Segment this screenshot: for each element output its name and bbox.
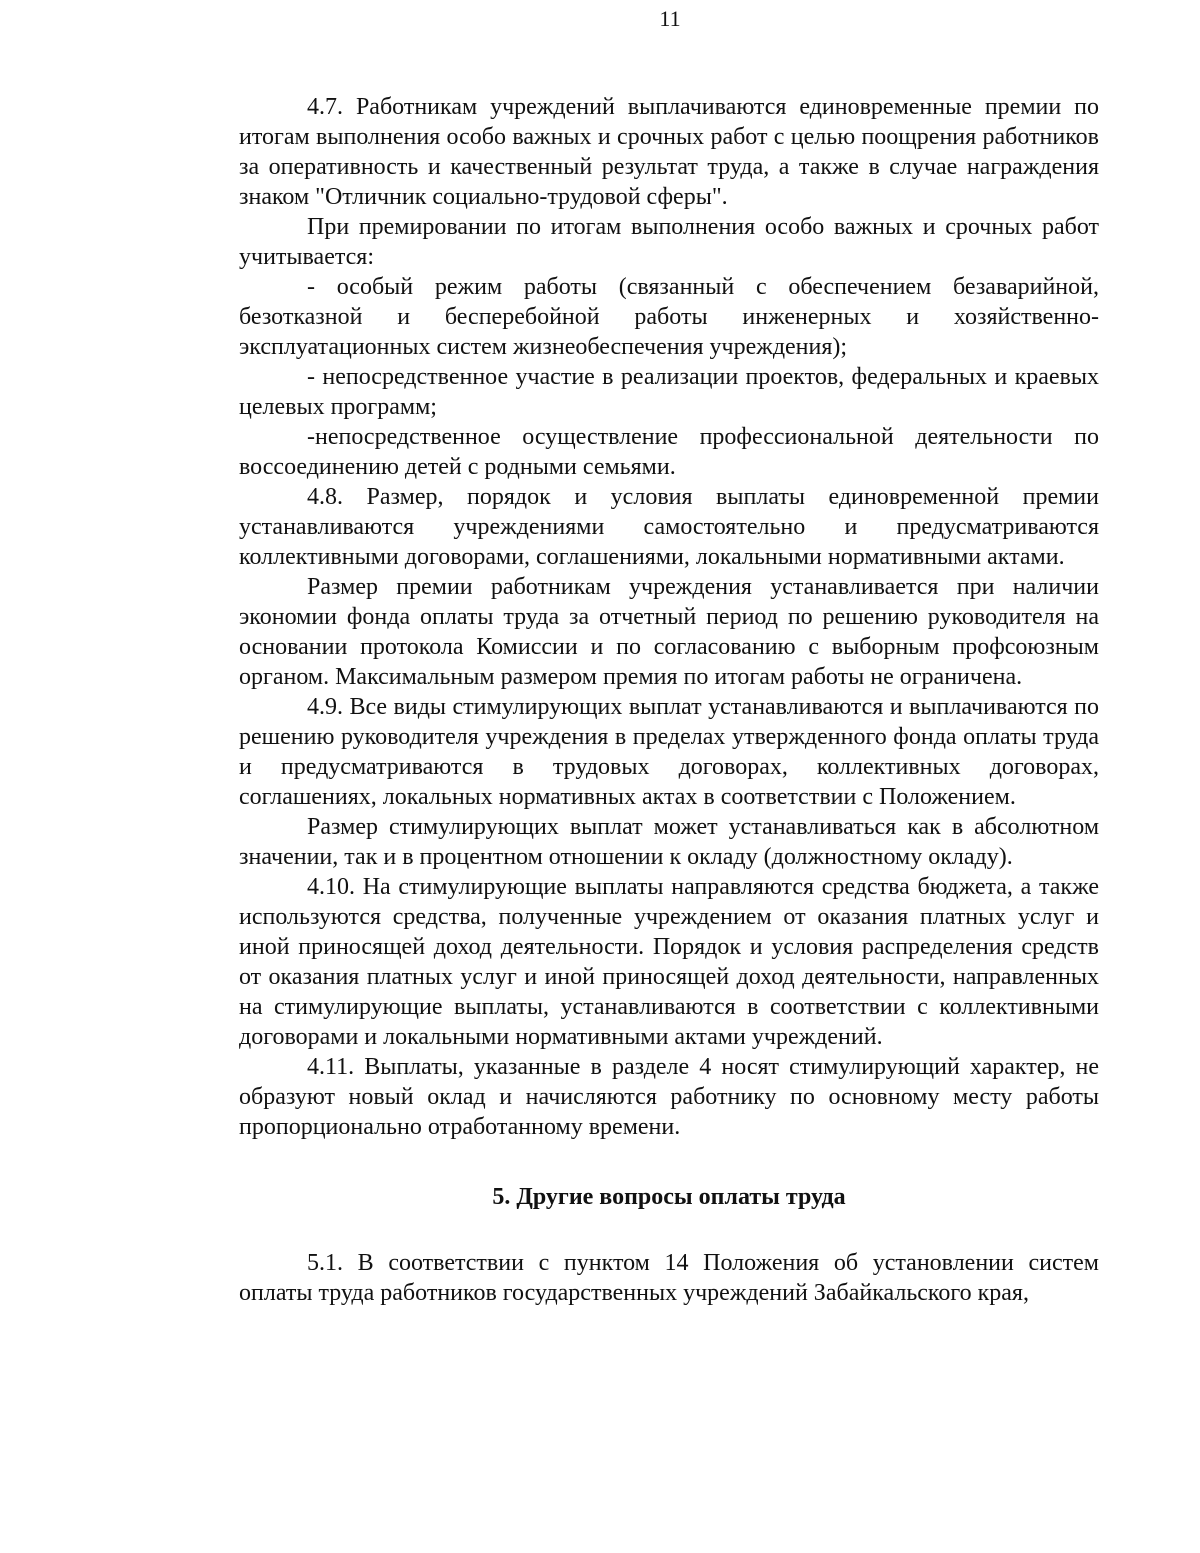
paragraph-5-1: 5.1. В соответствии с пунктом 14 Положения об установлении систем оплаты труда работников государственных учреждений Забайкальского края, [239,1250,1099,1306]
list-item-special-mode: - особый режим работы (связанный с обеспечением безаварийной, безотказной и бесперебойной работы инженерных и хозяйственно-эксплуатационных систем жизнеобеспечения учреждения); [239,274,1099,360]
paragraph-4-9: 4.9. Все виды стимулирующих выплат устанавливаются и выплачиваются по решению руководителя учреждения в пределах утвержденного фонда оплаты труда и предусматриваются в трудовых договорах, коллективных договорах, соглашениях, локальных нормативных актах в соответствии с Положением. [239,694,1099,810]
list-item-family-reunion: -непосредственное осуществление профессиональной деятельности по воссоединению детей с родными семьями. [239,424,1099,480]
paragraph-4-8: 4.8. Размер, порядок и условия выплаты единовременной премии устанавливаются учреждениями самостоятельно и предусматриваются коллективными договорами, соглашениями, локальными нормативными актами. [239,484,1099,570]
paragraph-4-11: 4.11. Выплаты, указанные в разделе 4 носят стимулирующий характер, не образуют новый оклад и начисляются работнику по основному месту работы пропорционально отработанному времени. [239,1054,1099,1140]
paragraph-4-10: 4.10. На стимулирующие выплаты направляются средства бюджета, а также используются средства, полученные учреждением от оказания платных услуг и иной приносящей доход деятельности. Порядок и условия распределения средств от оказания платных услуг и иной приносящей доход деятельности, направленных на стимулирующие выплаты, устанавливаются в соответствии с коллективными договорами и локальными нормативными актами учреждений. [239,874,1099,1050]
list-item-programs: - непосредственное участие в реализации проектов, федеральных и краевых целевых программ; [239,364,1099,420]
document-body [239,92,1099,1308]
paragraph-4-7: 4.7. Работникам учреждений выплачиваются единовременные премии по итогам выполнения особо важных и срочных работ с целью поощрения работников за оперативность и качественный результат труда, а также в случае награждения знаком "Отличник социально-трудовой сферы". [239,94,1099,210]
paragraph-incentive-size: Размер стимулирующих выплат может устанавливаться как в абсолютном значении, так и в процентном отношении к окладу (должностному окладу). [239,814,1099,870]
paragraph-premium-size: Размер премии работникам учреждения устанавливается при наличии экономии фонда оплаты труда за отчетный период по решению руководителя на основании протокола Комиссии и по согласованию с выборным профсоюзным органом. Максимальным размером премия по итогам работы не ограничена. [239,574,1099,690]
paragraph-premium-criteria: При премировании по итогам выполнения особо важных и срочных работ учитывается: [239,214,1099,270]
page-number: 11 [659,6,681,31]
section-heading: 5. Другие вопросы оплаты труда [492,1184,846,1210]
